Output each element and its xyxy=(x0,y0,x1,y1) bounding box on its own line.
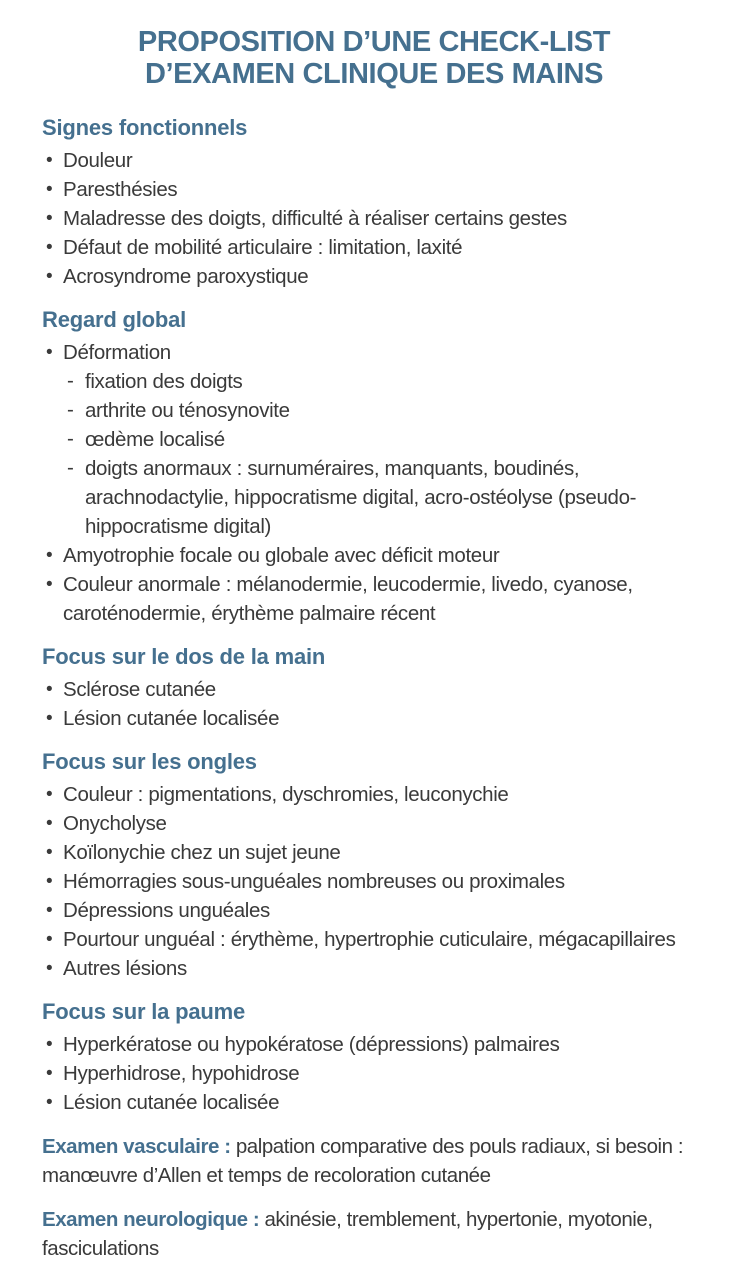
list-item xyxy=(42,233,706,262)
item-text: Maladresse des doigts, difficulté à réaliser certains gestes xyxy=(63,207,567,230)
sub-list-item xyxy=(63,367,706,396)
sub-list xyxy=(63,367,706,541)
item-text: Sclérose cutanée xyxy=(63,678,216,701)
item-text: Hémorragies sous-unguéales nombreuses ou proximales xyxy=(63,870,565,893)
dash-icon: - xyxy=(67,456,74,479)
item-text: Autres lésions xyxy=(63,957,187,980)
sub-list-item xyxy=(63,396,706,425)
bullet-icon: • xyxy=(46,150,53,171)
bullet-icon: • xyxy=(46,900,53,921)
bullet-icon: • xyxy=(46,708,53,729)
bullet-icon: • xyxy=(46,842,53,863)
section-focus-dos-main xyxy=(42,643,706,733)
section-focus-ongles xyxy=(42,748,706,983)
bullet-icon: • xyxy=(46,266,53,287)
bullet-icon: • xyxy=(46,958,53,979)
item-text: Pourtour unguéal : érythème, hypertrophie cuticulaire, mégacapillaires xyxy=(63,928,676,951)
bullet-list xyxy=(42,675,706,733)
item-text: Couleur : pigmentations, dyschromies, leuconychie xyxy=(63,783,509,806)
list-item xyxy=(42,541,706,570)
paragraph-text: palpation comparative des pouls radiaux, si besoin : manœuvre d’Allen et temps de recoloration cutanée xyxy=(42,1135,684,1187)
item-text: Couleur anormale : mélanodermie, leucodermie, livedo, cyanose, caroténodermie, érythème palmaire récent xyxy=(63,573,633,625)
list-item xyxy=(42,704,706,733)
section-heading: Focus sur la paume xyxy=(42,999,246,1024)
item-text: fixation des doigts xyxy=(85,370,243,393)
list-item xyxy=(42,1088,706,1117)
list-item xyxy=(42,1030,706,1059)
list-item xyxy=(42,570,706,628)
list-item xyxy=(42,954,706,983)
list-item xyxy=(42,338,706,541)
list-item xyxy=(42,867,706,896)
bullet-icon: • xyxy=(46,784,53,805)
sub-list-item xyxy=(63,425,706,454)
list-item xyxy=(42,925,706,954)
list-item xyxy=(42,146,706,175)
item-text: Lésion cutanée localisée xyxy=(63,1091,280,1114)
bullet-list xyxy=(42,146,706,291)
item-text: Douleur xyxy=(63,149,133,172)
paragraph-label: Examen vasculaire : xyxy=(42,1135,231,1158)
bullet-list xyxy=(42,1030,706,1117)
item-text: Amyotrophie focale ou globale avec déficit moteur xyxy=(63,544,500,567)
paragraph-examen-neurologique xyxy=(42,1205,706,1263)
paragraph-label: Examen neurologique : xyxy=(42,1208,260,1231)
bullet-list xyxy=(42,780,706,983)
list-item xyxy=(42,675,706,704)
bullet-icon: • xyxy=(46,929,53,950)
list-item xyxy=(42,809,706,838)
bullet-icon: • xyxy=(46,1034,53,1055)
list-item xyxy=(42,204,706,233)
list-item xyxy=(42,780,706,809)
bullet-list xyxy=(42,338,706,628)
item-text: Acrosyndrome paroxystique xyxy=(63,265,309,288)
section-focus-paume xyxy=(42,998,706,1117)
item-text: Paresthésies xyxy=(63,178,178,201)
bullet-icon: • xyxy=(46,1063,53,1084)
page-title-line-1: PROPOSITION D’UNE CHECK-LIST xyxy=(137,26,611,58)
item-text: arthrite ou ténosynovite xyxy=(85,399,290,422)
paragraph-examen-vasculaire xyxy=(42,1132,706,1190)
bullet-icon: • xyxy=(46,871,53,892)
sub-list-item xyxy=(63,454,706,541)
item-text: œdème localisé xyxy=(85,428,225,451)
list-item xyxy=(42,1059,706,1088)
bullet-icon: • xyxy=(46,813,53,834)
bullet-icon: • xyxy=(46,342,53,363)
section-heading: Focus sur les ongles xyxy=(42,749,257,774)
list-item xyxy=(42,838,706,867)
item-text: Hyperhidrose, hypohidrose xyxy=(63,1062,300,1085)
list-item xyxy=(42,175,706,204)
bullet-icon: • xyxy=(46,545,53,566)
page-title-line-2: D’EXAMEN CLINIQUE DES MAINS xyxy=(144,58,604,90)
section-heading: Signes fonctionnels xyxy=(42,115,248,140)
item-text: Défaut de mobilité articulaire : limitation, laxité xyxy=(63,236,463,259)
list-item xyxy=(42,896,706,925)
section-signes-fonctionnels xyxy=(42,114,706,291)
paragraph-text: akinésie, tremblement, hypertonie, myotonie, fasciculations xyxy=(42,1208,653,1260)
dash-icon: - xyxy=(67,398,74,421)
dash-icon: - xyxy=(67,369,74,392)
item-text: Hyperkératose ou hypokératose (dépressions) palmaires xyxy=(63,1033,560,1056)
page-title xyxy=(42,26,706,90)
item-text: doigts anormaux : surnuméraires, manquants, boudinés, arachnodactylie, hippocratisme digital, acro-ostéolyse (pseudo-hippocratisme digital) xyxy=(85,457,637,538)
item-text: Onycholyse xyxy=(63,812,167,835)
bullet-icon: • xyxy=(46,179,53,200)
list-item xyxy=(42,262,706,291)
dash-icon: - xyxy=(67,427,74,450)
bullet-icon: • xyxy=(46,208,53,229)
section-heading: Regard global xyxy=(42,307,187,332)
item-text: Lésion cutanée localisée xyxy=(63,707,280,730)
item-text: Déformation xyxy=(63,341,171,364)
bullet-icon: • xyxy=(46,679,53,700)
section-heading: Focus sur le dos de la main xyxy=(42,644,326,669)
bullet-icon: • xyxy=(46,574,53,595)
item-text: Dépressions unguéales xyxy=(63,899,270,922)
bullet-icon: • xyxy=(46,1092,53,1113)
bullet-icon: • xyxy=(46,237,53,258)
section-regard-global xyxy=(42,306,706,628)
item-text: Koïlonychie chez un sujet jeune xyxy=(63,841,341,864)
